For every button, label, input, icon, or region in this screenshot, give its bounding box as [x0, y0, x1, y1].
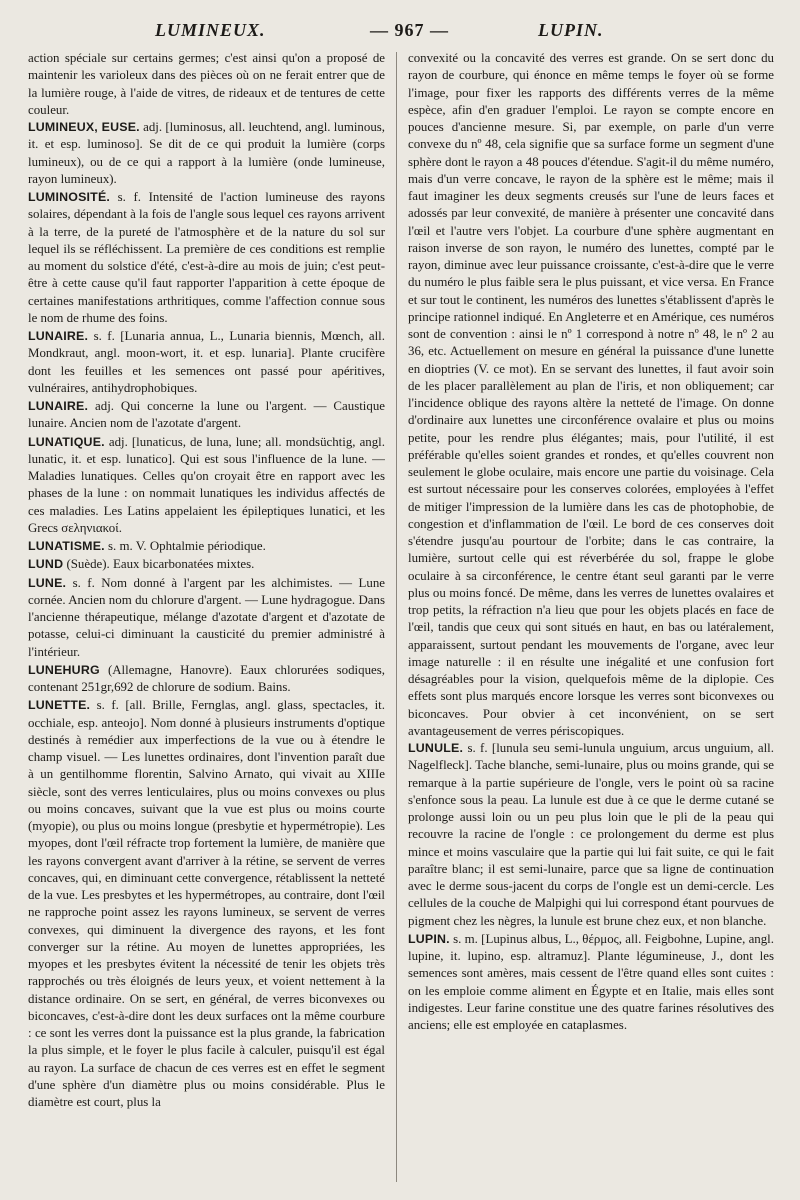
entry-headword: LUNETTE.	[28, 698, 91, 713]
entry-lune	[28, 575, 385, 661]
entry-headword: LUMINEUX, EUSE.	[28, 120, 140, 134]
entry-lunule	[408, 740, 774, 930]
entry-luminosite	[28, 189, 385, 327]
entry-text: s. f. [all. Brille, Fernglas, angl. glass, spectacles, it. occhiale, esp. anteojo]. Nom donné à plusieurs instruments d'optique destinés à remédier aux imperfections de la vue ou à étendre le champ visuel. — Les lunettes ordinaires, dont l'invention paraît due à un gentilhomme florentin, Salvino Arnato, qui vivait au XIIIe siècle, sont des verres lenticulaires, plus ou moins convexes ou plus ou moins concaves, suivant que la vue est plus ou moins courte (myopie), ou plus ou moins longue (presbytie et hypermétropie). Les myopes, dont l'œil réfracte trop fortement la lumière, de manière que les rayons convergent avant d'arriver à la rétine, se servent de verres concaves, qui, en diminuant cette convergence, rétablissent la netteté de la vue. Les presbytes et les hypermétropes, au contraire, dont l'œil ne rapproche point assez les rayons lumineux, se servent de verres convexes, qui diminuent la divergence des rayons, et les font converger sur la rétine. Au moyen de lunettes appropriées, les myopes et les presbytes évitent la nécessité de tenir les objets très rapprochés ou très éloignés de leurs yeux, et voient nettement à la distance ordinaire. On se sert, en général, de verres biconvexes ou biconcaves, c'est-à-dire dont les deux surfaces ont la même courbure : ce sont les verres dont la puissance est la plus grande, la fabrication la plus simple, et le foyer le plus facile à calculer, puisqu'il est égal au rayon. La surface de chacun de ces verres est en effet le segment d'une sphère d'un diamètre plus ou moins considérable. Plus le diamètre est court, plus la	[28, 698, 385, 1109]
running-header	[0, 20, 800, 50]
entry-headword: LUNAIRE.	[28, 329, 89, 343]
entry-headword: LUNULE.	[408, 741, 464, 755]
column-rule	[396, 52, 397, 1182]
entry-text: s. f. Nom donné à l'argent par les alchimistes. — Lune cornée. Ancien nom du chlorure d'argent. — Lune hydragogue. Dans l'ancienne thérapeutique, mélange d'azotate d'argent et d'azotate de potasse, celui-ci diminuant la causticité du premier administré à l'intérieur.	[28, 575, 385, 659]
entry-headword: LUNAIRE.	[28, 399, 89, 413]
entry-headword: LUNEHURG	[28, 662, 100, 677]
entry-text: adj. [luminosus, all. leuchtend, angl. luminous, it. et esp. luminoso]. Se dit de ce qui produit la lumière (corps lumineux), ou de ce qui a rapport à la lumière (onde lumineuse, rayon lumineux).	[28, 120, 385, 186]
entry-lunatisme	[28, 538, 385, 555]
entry-text: (Allemagne, Hanovre). Eaux chlorurées sodiques, contenant 251gr,692 de chlorure de sodium. Bains.	[28, 662, 385, 694]
header-left-guideword: LUMINEUX.	[155, 20, 266, 40]
entry-lumineux	[28, 119, 385, 188]
entry-text: s. f. Intensité de l'action lumineuse des rayons solaires, dépendant à la fois de l'angle sous lequel ces rayons arrivent à la terre, de la pureté de l'atmosphère et de la nature du sol sur lequel ils se réfléchissent. La première de ces conditions est remplie au moment du solstice d'été, c'est-à-dire au mois de juin; c'est peut-être à cette cause qu'il faut rapporter l'apparition à cette époque de certaines manifestations arthritiques, comme l'affection connue sous le nom de rhume des foins.	[28, 190, 385, 325]
entry-text: s. f. [Lunaria annua, L., Lunaria biennis, Mœnch, all. Mondkraut, angl. moon-wort, it. et esp. lunaria]. Plante crucifère dont les feuilles et les semences ont passé pour apéritives, vulnéraires, antihydrophobiques.	[28, 329, 385, 395]
entry-lunatique	[28, 434, 385, 538]
entry-headword: LUNE.	[28, 575, 67, 590]
entry-lunaire-adj	[28, 398, 385, 433]
entry-lupin	[408, 931, 774, 1035]
entry-headword: LUMINOSITÉ.	[28, 190, 111, 204]
entry-text: s. m. [Lupinus albus, L., θέρμος, all. Feigbohne, Lupine, angl. lupine, it. lupino, esp. altramuz]. Plante légumineuse, J., dont les semences sont amères, mais cessent de l'être quand elles sont cuites : on les emploie comme aliment en Égypte et en Italie, mais elles sont indigestes. Leur farine constitue une des quatre farines résolutives des anciens; elle est employée en cataplasmes.	[408, 931, 774, 1032]
entry-headword: LUNATISME.	[28, 539, 105, 553]
entry-text: s. m. V. Ophtalmie périodique.	[108, 539, 266, 553]
entry-headword: LUPIN.	[408, 931, 450, 946]
page-number: — 967 —	[370, 20, 449, 40]
header-right-guideword: LUPIN.	[538, 20, 604, 40]
entry-headword: LUNATIQUE.	[28, 434, 105, 449]
left-column	[28, 50, 385, 1192]
entry-lunette	[28, 697, 385, 1111]
entry-lund	[28, 556, 385, 573]
entry-text: (Suède). Eaux bicarbonatées mixtes.	[66, 557, 255, 572]
entry-text: adj. Qui concerne la lune ou l'argent. — Caustique lunaire. Ancien nom de l'azotate d'argent.	[28, 399, 385, 431]
entry-text: s. f. [lunula seu semi-lunula unguium, arcus unguium, all. Nagelfleck]. Tache blanche, semi-lunaire, plus ou moins grande, qui se remarque à la partie supérieure de l'ongle, vers le point où sa racine s'enfonce sous la peau. La lunule est due à ce que le derme cutané se prolonge aussi loin ou un peu plus loin que le pli de la peau qui recouvre la racine de l'ongle : ce prolongement du derme est plus mince et moins vasculaire que la partie qui lui fait suite, ce qui le fait paraître blanc; il est semi-lunaire, parce que sa ligne de continuation avec le derme sous-jacent du corps de l'ongle est un demi-cercle. Les cellules de la couche de Malpighi qui lui correspond étant pourvues de pigment chez les nègres, la lunule est brune chez eux, et non blanche.	[408, 741, 774, 928]
continued-paragraph: convexité ou la concavité des verres est grande. On se sert donc du rayon de courbure, qui énonce en même temps le foyer où se forme l'image, pour fixer les rapports des différents verres de la même espèce, afin d'en graduer l'emploi. Le rayon se compte encore en pouces d'ancienne mesure. Si, par exemple, on parle d'un verre convexe du nº 48, cela signifie que sa surface forme un segment d'une sphère dont le rayon a 48 pouces d'étendue. S'agit-il du même numéro, mais d'un verre concave, le rayon de la sphère est le même; mais il faut imaginer les deux segments creusés sur l'une de leurs faces et adossés par leur convexité, de manière à présenter une concavité dans l'œil et l'autre vers l'objet. La courbure d'une sphère augmentant en raison inverse de son rayon, le numéro des lunettes, compté par le rayon, diminue avec leur puissance croissante, c'est-à-dire que le verre du numéro le plus faible sera le plus puissant, et vice versa. En France et sur tout le continent, les numéros des lunettes s'établissent d'après le principe rationnel indiqué. En Angleterre et en Amérique, ces numéros sont de convention : ainsi le nº 1 correspond à notre nº 48, le nº 2 au 36, etc. Actuellement on mesure en général la puissance d'une lunette en dioptries (V. ce mot). En se servant des lunettes, il faut avoir soin de les placer parallèlement au plan de l'iris, et non obliquement; car l'incidence oblique des rayons altère la netteté de l'image. On donne d'ordinaire aux lunettes une circonférence ovalaire et plus ou moins petite, pour les rendre plus élégantes; mais, pour l'utilité, il est préférable qu'elles soient grandes et rondes, et qu'elles couvrent non seulement le globe oculaire, mais encore une partie du voisinage. Cela est surtout nécessaire pour les conserves colorées, employées à l'effet de mitiger l'impression de la lumière dans les cas de photophobie, de congestion et d'inflammation de l'œil. Le bord de ces conserves doit s'étendre jusqu'au pourtour de l'orbite; dans le cas contraire, la lumière, surtout celle qui est réverbérée du sol, frappe le globe oculaire à sa circonférence, le centre étant seul garanti par le verre plus ou moins foncé. De même, dans les verres de lunettes ovalaires et trop petits, la réfraction n'a lieu que pour les objets placés en face de l'œil, tandis que ceux qui sont situés en haut, en bas ou latéralement, apparaissent, surtout pendant les mouvements de l'organe, avec leur image naturelle : il en résulte une inégalité et une confusion fort désagréables pour la vision, quelquefois même de la diplopie. Ces effets sont plus marqués encore lorsque les verres sont biconvexes ou biconcaves. Pour obvier à cet inconvénient, on se sert avantageusement de verres périscopiques.	[408, 51, 774, 738]
entry-lunehurg	[28, 662, 385, 697]
entry-headword: LUND	[28, 557, 64, 572]
right-column	[408, 50, 774, 1192]
entry-text: adj. [lunaticus, de luna, lune; all. mondsüchtig, angl. lunatic, it. et esp. lunatico]. Qui est sous l'influence de la lune. — Maladies lunatiques. Celles qu'on croyait être en rapport avec les phases de la lune : on nommait lunatiques les individus affectés de ces maladies. Les Latins appelaient les épileptiques lunatici, et les Grecs σεληνιακοί.	[28, 434, 385, 535]
continued-paragraph: action spéciale sur certains germes; c'est ainsi qu'on a proposé de maintenir les varioleux dans des pièces où on ne ferait entrer que de la lumière rouge, à l'aide de vitres, de rideaux et de tentures de cette couleur.	[28, 51, 385, 117]
entry-lunaire-plante	[28, 328, 385, 397]
